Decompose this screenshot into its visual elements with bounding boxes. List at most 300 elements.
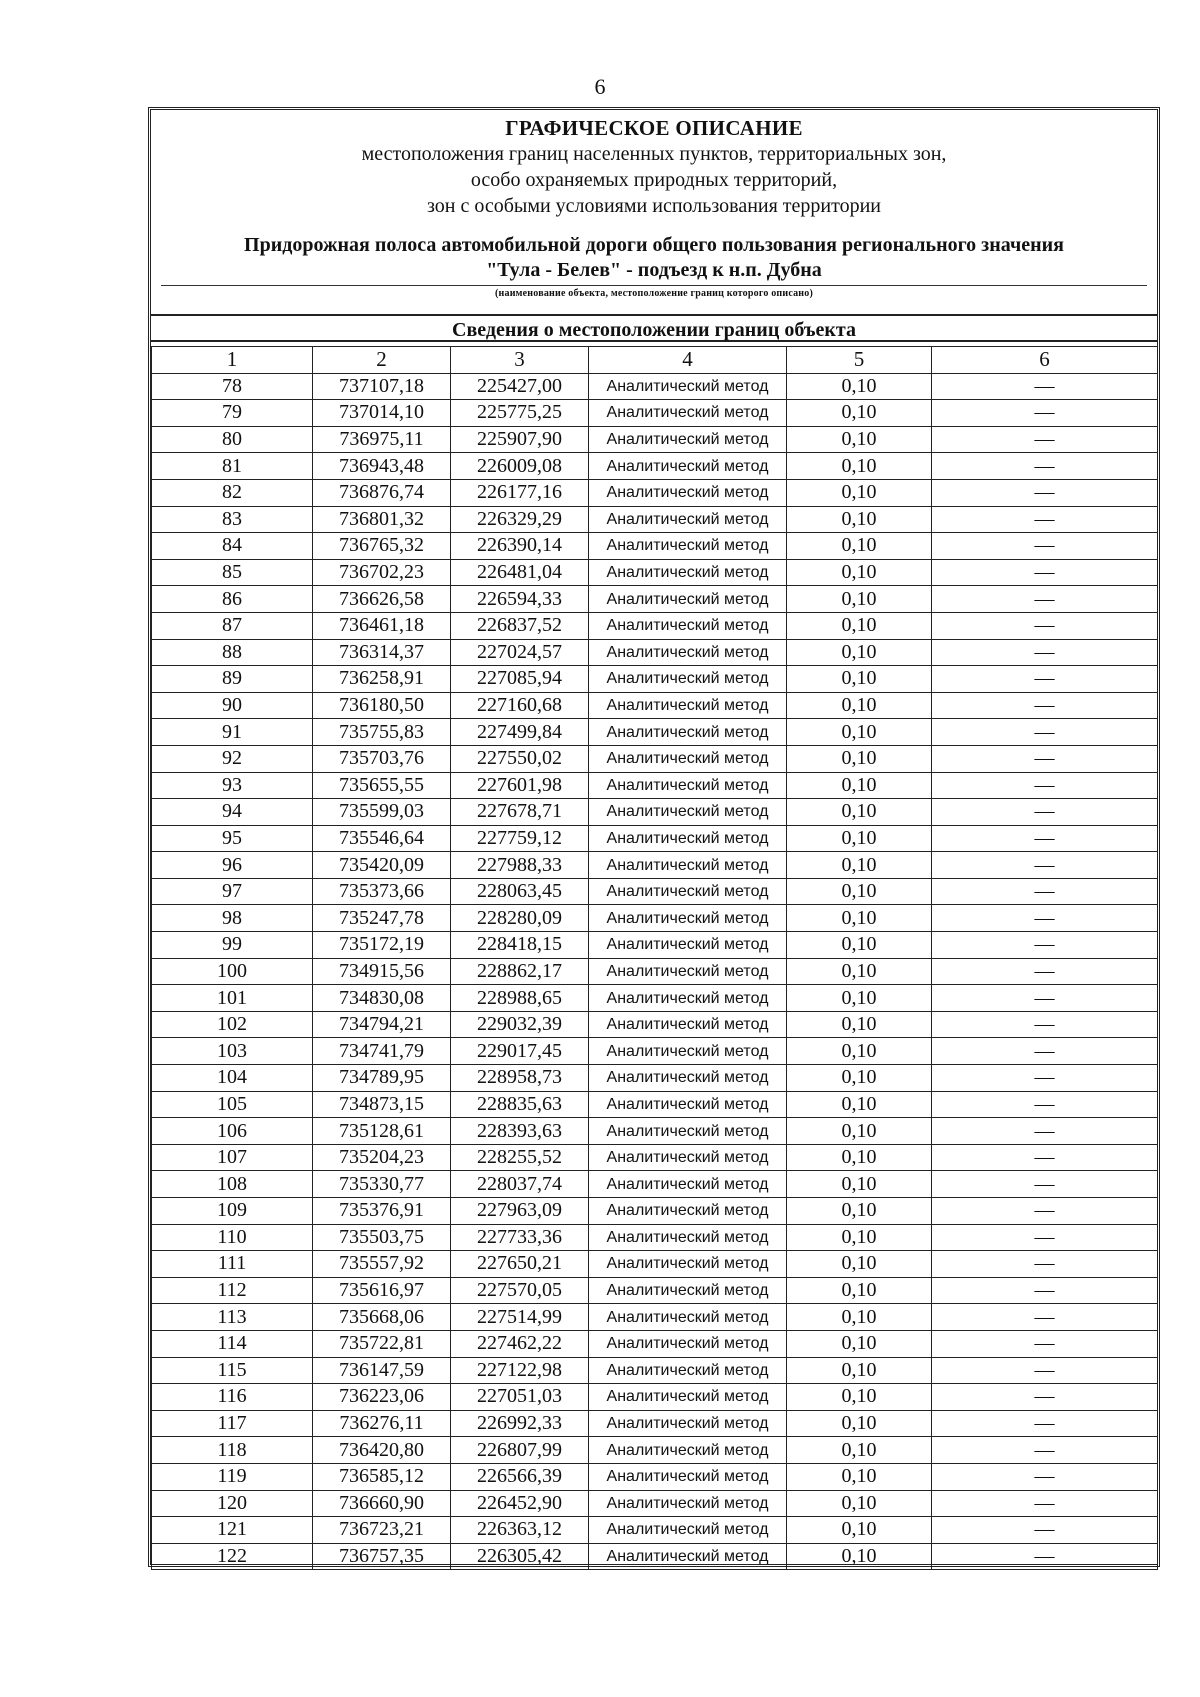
accuracy-cell: 0,10 <box>787 1330 932 1357</box>
x-coordinate-cell: 735616,97 <box>313 1277 451 1304</box>
accuracy-cell: 0,10 <box>787 1011 932 1038</box>
method-cell: Аналитический метод <box>589 506 787 533</box>
x-coordinate-cell: 735172,19 <box>313 932 451 959</box>
table-row <box>152 772 1158 799</box>
point-number-cell: 107 <box>152 1144 313 1171</box>
description-cell: — <box>932 1543 1158 1570</box>
point-number-cell: 120 <box>152 1490 313 1517</box>
point-number-cell: 108 <box>152 1171 313 1198</box>
x-coordinate-cell: 736723,21 <box>313 1517 451 1544</box>
accuracy-cell: 0,10 <box>787 506 932 533</box>
description-cell: — <box>932 1277 1158 1304</box>
y-coordinate-cell: 228037,74 <box>451 1171 589 1198</box>
y-coordinate-cell: 227514,99 <box>451 1304 589 1331</box>
y-coordinate-cell: 225907,90 <box>451 426 589 453</box>
point-number-cell: 83 <box>152 506 313 533</box>
y-coordinate-cell: 227601,98 <box>451 772 589 799</box>
method-cell: Аналитический метод <box>589 1251 787 1278</box>
description-cell: — <box>932 426 1158 453</box>
point-number-cell: 87 <box>152 612 313 639</box>
point-number-cell: 102 <box>152 1011 313 1038</box>
description-cell: — <box>932 373 1158 400</box>
table-row <box>152 692 1158 719</box>
method-cell: Аналитический метод <box>589 1198 787 1225</box>
description-cell: — <box>932 1410 1158 1437</box>
x-coordinate-cell: 734794,21 <box>313 1011 451 1038</box>
description-cell: — <box>932 586 1158 613</box>
accuracy-cell: 0,10 <box>787 1304 932 1331</box>
accuracy-cell: 0,10 <box>787 878 932 905</box>
point-number-cell: 103 <box>152 1038 313 1065</box>
table-row <box>152 1011 1158 1038</box>
y-coordinate-cell: 226177,16 <box>451 479 589 506</box>
point-number-cell: 79 <box>152 400 313 427</box>
method-cell: Аналитический метод <box>589 373 787 400</box>
x-coordinate-cell: 737014,10 <box>313 400 451 427</box>
y-coordinate-cell: 226305,42 <box>451 1543 589 1570</box>
method-cell: Аналитический метод <box>589 426 787 453</box>
table-row <box>152 666 1158 693</box>
accuracy-cell: 0,10 <box>787 1357 932 1384</box>
description-cell: — <box>932 852 1158 879</box>
description-cell: — <box>932 1517 1158 1544</box>
x-coordinate-cell: 736660,90 <box>313 1490 451 1517</box>
accuracy-cell: 0,10 <box>787 666 932 693</box>
description-cell: — <box>932 666 1158 693</box>
accuracy-cell: 0,10 <box>787 1144 932 1171</box>
x-coordinate-cell: 735599,03 <box>313 799 451 826</box>
x-coordinate-cell: 737107,18 <box>313 373 451 400</box>
description-cell: — <box>932 506 1158 533</box>
column-header: 5 <box>787 347 932 374</box>
point-number-cell: 116 <box>152 1384 313 1411</box>
table-row <box>152 1543 1158 1570</box>
y-coordinate-cell: 227733,36 <box>451 1224 589 1251</box>
table-row <box>152 1198 1158 1225</box>
point-number-cell: 114 <box>152 1330 313 1357</box>
point-number-cell: 84 <box>152 533 313 560</box>
x-coordinate-cell: 736258,91 <box>313 666 451 693</box>
x-coordinate-cell: 736276,11 <box>313 1410 451 1437</box>
object-name-line: Придорожная полоса автомобильной дороги общего пользования регионального значения <box>244 234 1064 256</box>
description-cell: — <box>932 719 1158 746</box>
y-coordinate-cell: 226452,90 <box>451 1490 589 1517</box>
x-coordinate-cell: 734830,08 <box>313 985 451 1012</box>
description-cell: — <box>932 825 1158 852</box>
point-number-cell: 89 <box>152 666 313 693</box>
description-cell: — <box>932 799 1158 826</box>
description-cell: — <box>932 1091 1158 1118</box>
y-coordinate-cell: 229032,39 <box>451 1011 589 1038</box>
method-cell: Аналитический метод <box>589 878 787 905</box>
method-cell: Аналитический метод <box>589 958 787 985</box>
column-header: 1 <box>152 347 313 374</box>
table-row <box>152 1517 1158 1544</box>
table-row <box>152 932 1158 959</box>
x-coordinate-cell: 734789,95 <box>313 1065 451 1092</box>
description-cell: — <box>932 453 1158 480</box>
method-cell: Аналитический метод <box>589 825 787 852</box>
method-cell: Аналитический метод <box>589 586 787 613</box>
description-cell: — <box>932 1171 1158 1198</box>
column-header: 2 <box>313 347 451 374</box>
point-number-cell: 119 <box>152 1463 313 1490</box>
accuracy-cell: 0,10 <box>787 1384 932 1411</box>
subtitle-line: особо охраняемых природных территорий, <box>470 169 838 191</box>
accuracy-cell: 0,10 <box>787 932 932 959</box>
table-row <box>152 745 1158 772</box>
y-coordinate-cell: 227051,03 <box>451 1384 589 1411</box>
accuracy-cell: 0,10 <box>787 772 932 799</box>
description-cell: — <box>932 958 1158 985</box>
y-coordinate-cell: 227570,05 <box>451 1277 589 1304</box>
point-number-cell: 122 <box>152 1543 313 1570</box>
x-coordinate-cell: 736585,12 <box>313 1463 451 1490</box>
method-cell: Аналитический метод <box>589 400 787 427</box>
method-cell: Аналитический метод <box>589 1330 787 1357</box>
y-coordinate-cell: 226363,12 <box>451 1517 589 1544</box>
point-number-cell: 111 <box>152 1251 313 1278</box>
accuracy-cell: 0,10 <box>787 1463 932 1490</box>
accuracy-cell: 0,10 <box>787 1543 932 1570</box>
y-coordinate-cell: 228418,15 <box>451 932 589 959</box>
y-coordinate-cell: 228280,09 <box>451 905 589 932</box>
y-coordinate-cell: 228393,63 <box>451 1118 589 1145</box>
page-number: 6 <box>594 74 606 99</box>
y-coordinate-cell: 227963,09 <box>451 1198 589 1225</box>
y-coordinate-cell: 228988,65 <box>451 985 589 1012</box>
accuracy-cell: 0,10 <box>787 1065 932 1092</box>
accuracy-cell: 0,10 <box>787 825 932 852</box>
table-row <box>152 1384 1158 1411</box>
accuracy-cell: 0,10 <box>787 373 932 400</box>
method-cell: Аналитический метод <box>589 852 787 879</box>
table-row <box>152 1171 1158 1198</box>
x-coordinate-cell: 735546,64 <box>313 825 451 852</box>
point-number-cell: 81 <box>152 453 313 480</box>
point-number-cell: 78 <box>152 373 313 400</box>
x-coordinate-cell: 736461,18 <box>313 612 451 639</box>
method-cell: Аналитический метод <box>589 1011 787 1038</box>
method-cell: Аналитический метод <box>589 1490 787 1517</box>
y-coordinate-cell: 226329,29 <box>451 506 589 533</box>
table-row <box>152 1065 1158 1092</box>
x-coordinate-cell: 736801,32 <box>313 506 451 533</box>
y-coordinate-cell: 226837,52 <box>451 612 589 639</box>
object-name-caption: (наименование объекта, местоположение границ которого описано) <box>495 288 813 299</box>
point-number-cell: 121 <box>152 1517 313 1544</box>
section-title: Сведения о местоположении границ объекта <box>151 314 1157 342</box>
point-number-cell: 93 <box>152 772 313 799</box>
y-coordinate-cell: 229017,45 <box>451 1038 589 1065</box>
table-row <box>152 1410 1158 1437</box>
method-cell: Аналитический метод <box>589 719 787 746</box>
table-body <box>152 373 1158 1570</box>
y-coordinate-cell: 226992,33 <box>451 1410 589 1437</box>
accuracy-cell: 0,10 <box>787 612 932 639</box>
y-coordinate-cell: 227550,02 <box>451 745 589 772</box>
accuracy-cell: 0,10 <box>787 1437 932 1464</box>
x-coordinate-cell: 735247,78 <box>313 905 451 932</box>
y-coordinate-cell: 226566,39 <box>451 1463 589 1490</box>
accuracy-cell: 0,10 <box>787 958 932 985</box>
method-cell: Аналитический метод <box>589 1091 787 1118</box>
method-cell: Аналитический метод <box>589 1463 787 1490</box>
subtitle-line: местоположения границ населенных пунктов, территориальных зон, <box>361 143 947 165</box>
point-number-cell: 99 <box>152 932 313 959</box>
point-number-cell: 97 <box>152 878 313 905</box>
y-coordinate-cell: 227678,71 <box>451 799 589 826</box>
accuracy-cell: 0,10 <box>787 639 932 666</box>
table-row <box>152 985 1158 1012</box>
method-cell: Аналитический метод <box>589 1517 787 1544</box>
y-coordinate-cell: 227085,94 <box>451 666 589 693</box>
y-coordinate-cell: 227759,12 <box>451 825 589 852</box>
x-coordinate-cell: 735128,61 <box>313 1118 451 1145</box>
table-row <box>152 479 1158 506</box>
point-number-cell: 109 <box>152 1198 313 1225</box>
method-cell: Аналитический метод <box>589 533 787 560</box>
description-cell: — <box>932 692 1158 719</box>
point-number-cell: 88 <box>152 639 313 666</box>
accuracy-cell: 0,10 <box>787 426 932 453</box>
x-coordinate-cell: 736223,06 <box>313 1384 451 1411</box>
point-number-cell: 95 <box>152 825 313 852</box>
method-cell: Аналитический метод <box>589 1171 787 1198</box>
description-cell: — <box>932 1224 1158 1251</box>
point-number-cell: 80 <box>152 426 313 453</box>
description-cell: — <box>932 533 1158 560</box>
description-cell: — <box>932 1330 1158 1357</box>
accuracy-cell: 0,10 <box>787 400 932 427</box>
method-cell: Аналитический метод <box>589 1144 787 1171</box>
x-coordinate-cell: 736702,23 <box>313 559 451 586</box>
x-coordinate-cell: 735668,06 <box>313 1304 451 1331</box>
y-coordinate-cell: 227462,22 <box>451 1330 589 1357</box>
table-row <box>152 1038 1158 1065</box>
point-number-cell: 98 <box>152 905 313 932</box>
table-row <box>152 799 1158 826</box>
point-number-cell: 104 <box>152 1065 313 1092</box>
description-cell: — <box>932 1144 1158 1171</box>
description-cell: — <box>932 1490 1158 1517</box>
method-cell: Аналитический метод <box>589 692 787 719</box>
description-cell: — <box>932 772 1158 799</box>
accuracy-cell: 0,10 <box>787 745 932 772</box>
accuracy-cell: 0,10 <box>787 586 932 613</box>
point-number-cell: 118 <box>152 1437 313 1464</box>
description-cell: — <box>932 1198 1158 1225</box>
y-coordinate-cell: 228958,73 <box>451 1065 589 1092</box>
table-row <box>152 1091 1158 1118</box>
accuracy-cell: 0,10 <box>787 559 932 586</box>
description-cell: — <box>932 985 1158 1012</box>
y-coordinate-cell: 225427,00 <box>451 373 589 400</box>
description-cell: — <box>932 1038 1158 1065</box>
method-cell: Аналитический метод <box>589 612 787 639</box>
method-cell: Аналитический метод <box>589 1384 787 1411</box>
x-coordinate-cell: 736626,58 <box>313 586 451 613</box>
y-coordinate-cell: 228862,17 <box>451 958 589 985</box>
point-number-cell: 115 <box>152 1357 313 1384</box>
table-row <box>152 1330 1158 1357</box>
table-row <box>152 559 1158 586</box>
accuracy-cell: 0,10 <box>787 799 932 826</box>
x-coordinate-cell: 736975,11 <box>313 426 451 453</box>
object-name <box>151 233 1157 283</box>
description-cell: — <box>932 1437 1158 1464</box>
table-row <box>152 1463 1158 1490</box>
method-cell: Аналитический метод <box>589 932 787 959</box>
table-row <box>152 586 1158 613</box>
accuracy-cell: 0,10 <box>787 1277 932 1304</box>
x-coordinate-cell: 736876,74 <box>313 479 451 506</box>
accuracy-cell: 0,10 <box>787 533 932 560</box>
table-row <box>152 1144 1158 1171</box>
accuracy-cell: 0,10 <box>787 1171 932 1198</box>
document-title: ГРАФИЧЕСКОЕ ОПИСАНИЕ <box>505 116 803 140</box>
description-cell: — <box>932 1251 1158 1278</box>
method-cell: Аналитический метод <box>589 1410 787 1437</box>
y-coordinate-cell: 227122,98 <box>451 1357 589 1384</box>
method-cell: Аналитический метод <box>589 1038 787 1065</box>
method-cell: Аналитический метод <box>589 1118 787 1145</box>
description-cell: — <box>932 1118 1158 1145</box>
accuracy-cell: 0,10 <box>787 453 932 480</box>
y-coordinate-cell: 227499,84 <box>451 719 589 746</box>
x-coordinate-cell: 734873,15 <box>313 1091 451 1118</box>
table-row <box>152 958 1158 985</box>
method-cell: Аналитический метод <box>589 1357 787 1384</box>
x-coordinate-cell: 735755,83 <box>313 719 451 746</box>
accuracy-cell: 0,10 <box>787 1251 932 1278</box>
description-cell: — <box>932 745 1158 772</box>
point-number-cell: 112 <box>152 1277 313 1304</box>
y-coordinate-cell: 228255,52 <box>451 1144 589 1171</box>
x-coordinate-cell: 735557,92 <box>313 1251 451 1278</box>
method-cell: Аналитический метод <box>589 639 787 666</box>
accuracy-cell: 0,10 <box>787 719 932 746</box>
accuracy-cell: 0,10 <box>787 692 932 719</box>
method-cell: Аналитический метод <box>589 985 787 1012</box>
method-cell: Аналитический метод <box>589 905 787 932</box>
table-row <box>152 1118 1158 1145</box>
x-coordinate-cell: 736314,37 <box>313 639 451 666</box>
table-row <box>152 878 1158 905</box>
accuracy-cell: 0,10 <box>787 852 932 879</box>
accuracy-cell: 0,10 <box>787 1224 932 1251</box>
table-row <box>152 905 1158 932</box>
column-header: 4 <box>589 347 787 374</box>
x-coordinate-cell: 736943,48 <box>313 453 451 480</box>
point-number-cell: 85 <box>152 559 313 586</box>
table-row <box>152 1251 1158 1278</box>
x-coordinate-cell: 735655,55 <box>313 772 451 799</box>
description-cell: — <box>932 479 1158 506</box>
x-coordinate-cell: 735503,75 <box>313 1224 451 1251</box>
y-coordinate-cell: 227650,21 <box>451 1251 589 1278</box>
point-number-cell: 101 <box>152 985 313 1012</box>
description-cell: — <box>932 905 1158 932</box>
x-coordinate-cell: 736420,80 <box>313 1437 451 1464</box>
point-number-cell: 91 <box>152 719 313 746</box>
column-header: 6 <box>932 347 1158 374</box>
description-cell: — <box>932 1011 1158 1038</box>
table-row <box>152 1437 1158 1464</box>
accuracy-cell: 0,10 <box>787 985 932 1012</box>
y-coordinate-cell: 227988,33 <box>451 852 589 879</box>
description-cell: — <box>932 932 1158 959</box>
x-coordinate-cell: 736147,59 <box>313 1357 451 1384</box>
point-number-cell: 117 <box>152 1410 313 1437</box>
method-cell: Аналитический метод <box>589 1277 787 1304</box>
table-row <box>152 373 1158 400</box>
subtitle-line: зон с особыми условиями использования территории <box>426 195 882 217</box>
method-cell: Аналитический метод <box>589 772 787 799</box>
y-coordinate-cell: 226807,99 <box>451 1437 589 1464</box>
y-coordinate-cell: 226594,33 <box>451 586 589 613</box>
x-coordinate-cell: 736765,32 <box>313 533 451 560</box>
x-coordinate-cell: 734915,56 <box>313 958 451 985</box>
x-coordinate-cell: 735204,23 <box>313 1144 451 1171</box>
x-coordinate-cell: 736757,35 <box>313 1543 451 1570</box>
description-cell: — <box>932 400 1158 427</box>
method-cell: Аналитический метод <box>589 1543 787 1570</box>
x-coordinate-cell: 735373,66 <box>313 878 451 905</box>
table-row <box>152 825 1158 852</box>
x-coordinate-cell: 734741,79 <box>313 1038 451 1065</box>
table-row <box>152 1357 1158 1384</box>
y-coordinate-cell: 226481,04 <box>451 559 589 586</box>
y-coordinate-cell: 228835,63 <box>451 1091 589 1118</box>
method-cell: Аналитический метод <box>589 559 787 586</box>
object-name-underline <box>161 285 1147 286</box>
description-cell: — <box>932 1065 1158 1092</box>
method-cell: Аналитический метод <box>589 745 787 772</box>
point-number-cell: 82 <box>152 479 313 506</box>
point-number-cell: 94 <box>152 799 313 826</box>
accuracy-cell: 0,10 <box>787 1490 932 1517</box>
method-cell: Аналитический метод <box>589 1224 787 1251</box>
point-number-cell: 90 <box>152 692 313 719</box>
accuracy-cell: 0,10 <box>787 1410 932 1437</box>
accuracy-cell: 0,10 <box>787 1517 932 1544</box>
method-cell: Аналитический метод <box>589 1437 787 1464</box>
accuracy-cell: 0,10 <box>787 1091 932 1118</box>
table-row <box>152 1277 1158 1304</box>
description-cell: — <box>932 1384 1158 1411</box>
point-number-cell: 96 <box>152 852 313 879</box>
y-coordinate-cell: 226009,08 <box>451 453 589 480</box>
method-cell: Аналитический метод <box>589 1304 787 1331</box>
table-row <box>152 453 1158 480</box>
description-cell: — <box>932 878 1158 905</box>
object-name-line: "Тула - Белев" - подъезд к н.п. Дубна <box>486 259 822 281</box>
method-cell: Аналитический метод <box>589 799 787 826</box>
table-header-row <box>152 347 1158 374</box>
x-coordinate-cell: 736180,50 <box>313 692 451 719</box>
x-coordinate-cell: 735420,09 <box>313 852 451 879</box>
accuracy-cell: 0,10 <box>787 1038 932 1065</box>
table-row <box>152 1224 1158 1251</box>
description-cell: — <box>932 1304 1158 1331</box>
description-cell: — <box>932 612 1158 639</box>
y-coordinate-cell: 225775,25 <box>451 400 589 427</box>
description-cell: — <box>932 639 1158 666</box>
y-coordinate-cell: 227024,57 <box>451 639 589 666</box>
table-row <box>152 612 1158 639</box>
method-cell: Аналитический метод <box>589 479 787 506</box>
